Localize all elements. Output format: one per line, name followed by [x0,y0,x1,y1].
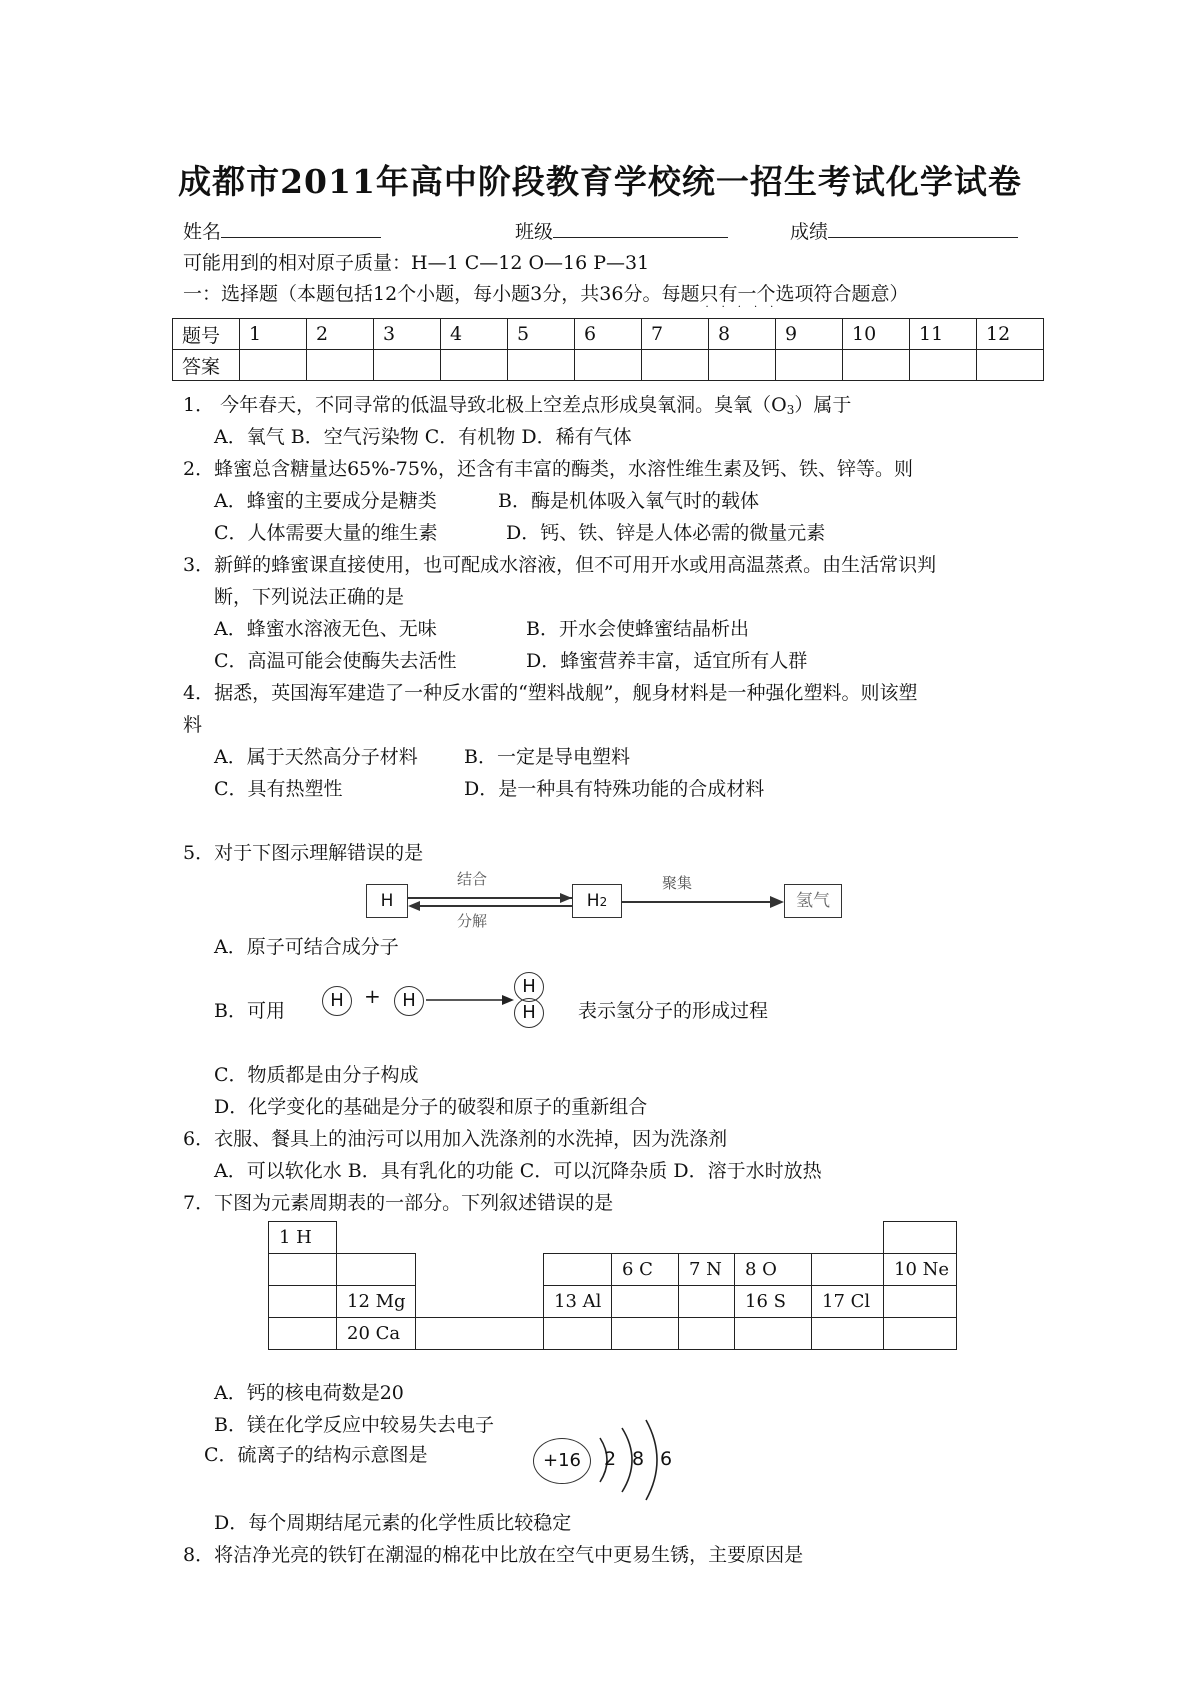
h2-molecule-atom-top: H [514,972,544,1002]
answer-table [172,318,1044,381]
h2-molecule-atom-bottom: H [514,998,544,1028]
q3-option-c: C．高温可能会使酶失去活性 [214,650,457,672]
score-field[interactable] [790,217,1018,244]
q7-option-d: D．每个周期结尾元素的化学性质比较稳定 [214,1512,572,1534]
name-field[interactable] [183,217,381,244]
number-cell: 1 [240,319,307,350]
q2-stem: 2．蜂蜜总含糖量达65%-75%，还含有丰富的酶类，水溶性维生素及钙、铁、锌等。则 [183,458,913,480]
answer-cell[interactable] [441,350,508,381]
empty-cell [269,1254,337,1286]
q2-option-a: A．蜂蜜的主要成分是糖类 [214,490,437,512]
number-cell: 5 [508,319,575,350]
element-n: 7 N [679,1254,735,1286]
q4-option-b: B．一定是导电塑料 [464,746,630,768]
element-ca: 20 Ca [337,1318,416,1350]
shell-1-electrons: 2 [604,1448,617,1470]
q6-stem: 6．衣服、餐具上的油污可以用加入洗涤剂的水洗掉，因为洗涤剂 [183,1128,728,1150]
shell-2-electrons: 8 [632,1448,645,1470]
number-cell: 10 [843,319,910,350]
element-cl: 17 Cl [812,1286,884,1318]
q7-option-c: C．硫离子的结构示意图是 [204,1444,428,1466]
q3-option-b: B．开水会使蜂蜜结晶析出 [526,618,749,640]
q5-option-a: A．原子可结合成分子 [214,936,399,958]
period-row-4 [269,1318,957,1350]
element-c: 6 C [612,1254,679,1286]
atomic-mass-line: 可能用到的相对原子质量：H—1 C—12 O—16 P—31 [183,252,650,274]
table-header-answer: 答案 [173,350,240,381]
empty-cell [269,1286,337,1318]
section-intro [183,279,909,313]
element-s: 16 S [735,1286,812,1318]
class-field[interactable] [515,217,728,244]
q3-option-d: D．蜂蜜营养丰富，适宜所有人群 [526,650,808,672]
hydrogen-atom-2: H [394,986,424,1016]
q2-option-b: B．酶是机体吸入氧气时的载体 [498,490,759,512]
q8-stem: 8．将洁净光亮的铁钉在潮湿的棉花中比放在空气中更易生锈，主要原因是 [183,1544,804,1566]
diagram-box-h-atom: H [366,884,408,918]
empty-cell [679,1286,735,1318]
q5-option-b-prefix: B．可用 [214,1000,285,1022]
shell-3-electrons: 6 [660,1448,673,1470]
section-intro-a: 一：选择题（本题包括12个小题，每小题3分，共36分。每题 [183,283,700,305]
answer-cell[interactable] [642,350,709,381]
score-label: 成绩 [790,221,829,243]
number-cell: 12 [977,319,1044,350]
answer-cell[interactable] [843,350,910,381]
q3-stem-line2: 断，下列说法正确的是 [214,586,405,608]
empty-cell [812,1254,884,1286]
empty-cell [544,1254,612,1286]
q6-options: A．可以软化水 B．具有乳化的功能 C．可以沉降杂质 D．溶于水时放热 [214,1160,822,1182]
name-blank[interactable] [221,219,381,238]
answer-cell[interactable] [240,350,307,381]
plus-sign: + [364,984,381,1008]
period-row-3 [269,1286,957,1318]
empty-cell [735,1318,812,1350]
period-row-2 [269,1254,957,1286]
sulfur-nucleus: +16 [533,1438,591,1484]
empty-cell [337,1254,416,1286]
empty-cell [269,1318,337,1350]
number-cell: 8 [709,319,776,350]
diagram-box-hydrogen-gas: 氢气 [784,884,842,918]
answer-cell[interactable] [709,350,776,381]
section-intro-b: 选项符合题意） [775,283,909,305]
number-cell: 6 [575,319,642,350]
empty-cell [812,1318,884,1350]
answer-table-number-row [173,319,1044,350]
q1-stem: 1． 今年春天，不同寻常的低温导致北极上空差点形成臭氧洞。臭氧$(O_3)$属于 [183,394,852,417]
emphasis-dots: ····· [705,302,787,313]
q3-stem-line1: 3．新鲜的蜂蜜课直接使用，也可配成水溶液，但不可用开水或用高温蒸煮。由生活常识判 [183,554,937,576]
name-label: 姓名 [183,221,222,243]
q4-option-c: C．具有热塑性 [214,778,343,800]
number-cell: 11 [910,319,977,350]
answer-cell[interactable] [508,350,575,381]
class-blank[interactable] [553,219,728,238]
score-blank[interactable] [828,219,1018,238]
q4-option-d: D．是一种具有特殊功能的合成材料 [464,778,765,800]
number-cell: 3 [374,319,441,350]
period-row-1 [269,1222,957,1254]
q5-stem: 5．对于下图示理解错误的是 [183,842,424,864]
q7-option-a: A．钙的核电荷数是20 [214,1382,404,1404]
empty-cell [884,1318,957,1350]
empty-cell [612,1318,679,1350]
answer-cell[interactable] [776,350,843,381]
class-label: 班级 [515,221,554,243]
empty-cell [884,1222,957,1254]
hydrogen-atom-1: H [322,986,352,1016]
q4-option-a: A．属于天然高分子材料 [214,746,418,768]
empty-cell [679,1318,735,1350]
answer-cell[interactable] [910,350,977,381]
q7-option-b: B．镁在化学反应中较易失去电子 [214,1414,494,1436]
answer-table-answer-row [173,350,1044,381]
q4-stem-line2: 料 [183,714,203,736]
label-gather: 聚集 [662,874,693,892]
periodic-table-fragment [268,1221,957,1350]
q2-option-c: C．人体需要大量的维生素 [214,522,438,544]
empty-cell [544,1318,612,1350]
answer-cell[interactable] [374,350,441,381]
element-mg: 12 Mg [337,1286,416,1318]
empty-cell [612,1286,679,1318]
element-h: 1 H [269,1222,337,1254]
page-title: 成都市2011年高中阶段教育学校统一招生考试化学试卷 [178,162,1022,201]
q7-stem: 7．下图为元素周期表的一部分。下列叙述错误的是 [183,1192,614,1214]
number-cell: 7 [642,319,709,350]
q4-stem-line1: 4．据悉，英国海军建造了一种反水雷的“塑料战舰”，舰身材料是一种强化塑料。则该塑 [183,682,918,704]
q5-option-b-suffix: 表示氢分子的形成过程 [578,1000,769,1022]
q5-option-d: D．化学变化的基础是分子的破裂和原子的重新组合 [214,1096,648,1118]
number-cell: 4 [441,319,508,350]
answer-cell[interactable] [977,350,1044,381]
number-cell: 9 [776,319,843,350]
q5-option-c: C．物质都是由分子构成 [214,1064,419,1086]
diagram-box-h2: H2 [572,884,622,918]
answer-cell[interactable] [575,350,642,381]
reaction-arrow [424,992,516,1008]
empty-cell [884,1286,957,1318]
element-o: 8 O [735,1254,812,1286]
answer-cell[interactable] [307,350,374,381]
q3-option-a: A．蜂蜜水溶液无色、无味 [214,618,437,640]
label-combine: 结合 [457,870,488,888]
element-ne: 10 Ne [884,1254,957,1286]
element-al: 13 Al [544,1286,612,1318]
section-intro-emphasis: 只有一个 ····· [699,283,787,313]
label-decompose: 分解 [457,912,488,930]
q1-options: A．氧气 B．空气污染物 C．有机物 D．稀有气体 [214,426,632,448]
number-cell: 2 [307,319,374,350]
q2-option-d: D．钙、铁、锌是人体必需的微量元素 [506,522,826,544]
table-header-number: 题号 [173,319,240,350]
